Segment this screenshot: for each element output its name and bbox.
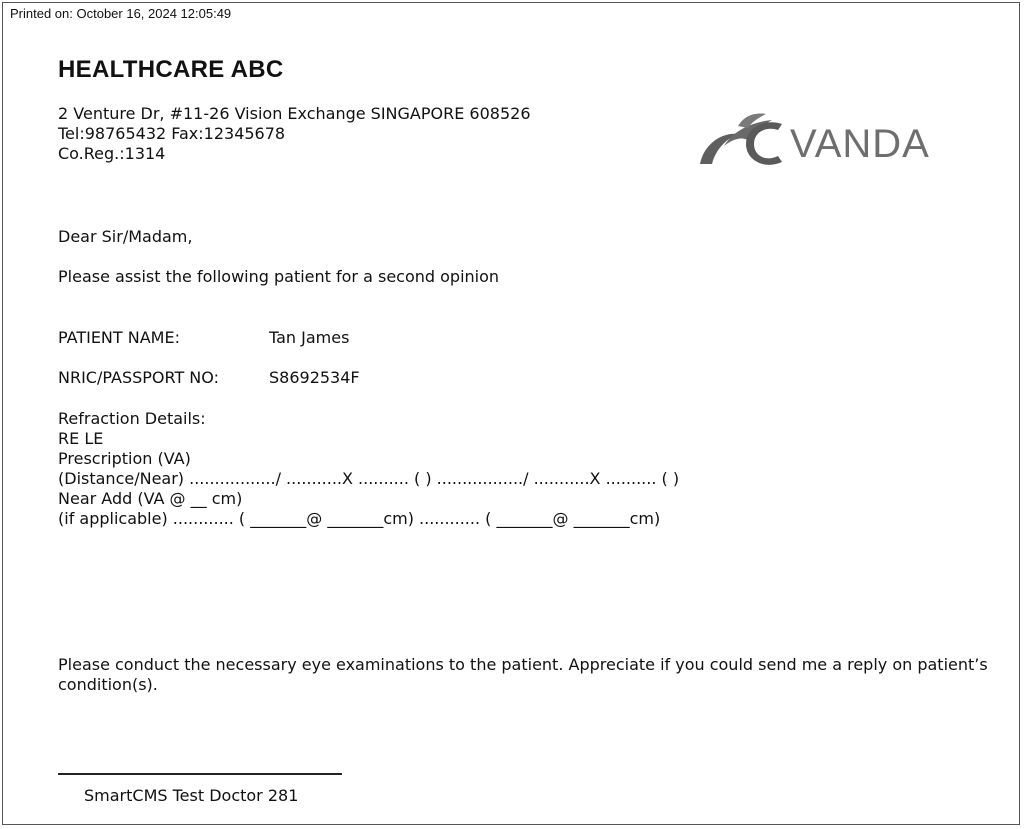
signature-line [58,773,342,775]
refraction-eyes: RE LE [58,429,104,448]
patient-name-label: PATIENT NAME: [58,328,180,347]
near-add-label: Near Add (VA @ __ cm) [58,489,243,508]
refraction-heading: Refraction Details: [58,409,206,428]
clinic-address-block [58,104,531,164]
distance-near-line: (Distance/Near) ................./ ...........X .......... ( ) ................./ ...........X .......... ( ) [58,469,680,488]
nric-row [58,368,360,387]
nric-value: S8692534F [269,368,360,387]
doctor-name: SmartCMS Test Doctor 281 [84,786,299,805]
prescription-label: Prescription (VA) [58,449,191,468]
refraction-details [58,409,679,529]
clinic-registration: Co.Reg.:1314 [58,144,166,163]
printed-on-timestamp: Printed on: October 16, 2024 12:05:49 [10,6,232,21]
clinic-contact: Tel:98765432 Fax:12345678 [58,124,286,143]
clinic-name: HEALTHCARE ABC [58,56,284,83]
patient-name-value: Tan James [269,328,350,347]
logo-wordmark: VANDA [790,122,930,166]
clinic-address: 2 Venture Dr, #11-26 Vision Exchange SINGAPORE 608526 [58,104,531,123]
patient-name-row [58,328,349,347]
closing-text: Please conduct the necessary eye examinations to the patient. Appreciate if you could send me a reply on patient’s condition(s). [58,655,988,694]
intro-text: Please assist the following patient for a second opinion [58,267,500,286]
nric-label: NRIC/PASSPORT NO: [58,368,219,387]
salutation: Dear Sir/Madam, [58,227,193,246]
applicable-line: (if applicable) ............ ( _______@ _______cm) ............ ( _______@ _______cm) [58,509,661,528]
